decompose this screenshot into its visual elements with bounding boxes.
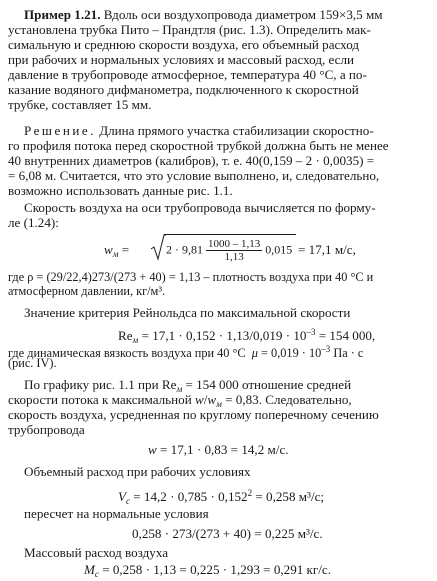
equation-reynolds: $Re_м = 17,1 \cdot 0,152 \cdot 1,13/0,019 \cdot 10^{-3} = 154$ 000,: [118, 327, 376, 345]
problem-line-4: при рабочих и нормальных условиях и массовый расход, если: [8, 52, 355, 67]
velocity-intro-line-1: Скорость воздуха на оси трубопровода вычисляется по форму-: [24, 200, 376, 215]
problem-label: Пример 1.21.: [24, 7, 101, 22]
radicand: 2 · 9,81 $\frac{1000 - 1,13}{1,13}$ 0,015: [166, 238, 293, 263]
viscosity-note-line-1: где динамическая вязкость воздуха при 40 °С $\mu = 0,019 \cdot 10^{-3}$ Па · с: [8, 344, 364, 360]
problem-line-2: установлена трубка Пито – Прандтля (рис. 1.3). Определить мак-: [8, 22, 371, 37]
density-note-line-1: где ρ = (29/22,4)273/(273 + 40) = 1,13 – плотность воздуха при 40 °С и: [8, 270, 374, 284]
equation-normal-conditions: 0,258 · 273/(273 + 40) = 0,225 м³/с.: [132, 526, 323, 541]
graph-text-line-2: скорости потока к максимальной $w/w_м = 0,83$. Следовательно,: [8, 392, 352, 409]
solution-line-4: = 6,08 м. Считается, что это условие выполнено, и, следовательно,: [8, 168, 380, 183]
graph-text-line-1: По графику рис. 1.1 при $Re_м = 154$ 000 отношение средней: [24, 377, 352, 394]
problem-line-7: трубке, составляет 15 мм.: [8, 97, 152, 112]
velocity-intro-line-2: ле (1.24):: [8, 215, 59, 230]
normal-conditions-intro: пересчет на нормальные условия: [24, 506, 209, 521]
radicand-fraction: $\frac{1000 - 1,13}{1,13}$: [208, 238, 261, 263]
problem-line-5: давление в трубопроводе атмосферное, температура 40 °С, а по-: [8, 67, 367, 82]
reynolds-intro: Значение критерия Рейнольдса по максимальной скорости: [24, 305, 351, 320]
equation-velocity: $w_м$ =: [104, 242, 130, 259]
solution-label: Решение.: [24, 123, 96, 138]
solution-line-1: Решение. Длина прямого участка стабилизации скоростно-: [24, 123, 374, 138]
equation-mass-flow: $M_с = 0,258 \cdot 1,13 = 0,225 \cdot 1,293 = 0,291$ кг/с.: [84, 562, 332, 579]
volumetric-intro: Объемный расход при рабочих условиях: [24, 464, 251, 479]
velocity-result: = 17,1 м/с,: [298, 242, 356, 257]
problem-line-6: казание водяного дифманометра, подключенного к скоростной: [8, 82, 359, 97]
viscosity-note-line-2: (рис. IV).: [8, 356, 57, 370]
solution-line-3: 40 внутренних диаметров (калибров), т. е. 40(0,159 – 2 · 0,0035) =: [8, 153, 375, 168]
equation-mean-velocity: w = 17,1 · 0,83 = 14,2 м/с.: [148, 442, 289, 457]
mass-intro: Массовый расход воздуха: [24, 545, 169, 560]
density-note-line-2: атмосферном давлении, кг/м³.: [8, 284, 166, 298]
graph-text-line-4: трубопровода: [8, 422, 85, 437]
problem-line-3: симальную и среднюю скорости воздуха, его объемный расход: [8, 37, 360, 52]
solution-line-5: возможно использовать данные рис. 1.1.: [8, 183, 233, 198]
problem-line-1: Пример 1.21. Вдоль оси воздухопровода диаметром 159×3,5 мм: [24, 7, 383, 22]
radical-bar: [164, 234, 296, 235]
solution-line-2: го профиля потока перед скоростной трубкой должна быть не менее: [8, 138, 389, 153]
equation-volumetric: $V_с = 14,2 \cdot 0,785 \cdot 0,152^2 = 0,258$ м³/с;: [118, 488, 325, 506]
graph-text-line-3: скорость воздуха, усредненная по круглому поперечному сечению: [8, 407, 379, 422]
radical-sign: [150, 233, 166, 261]
